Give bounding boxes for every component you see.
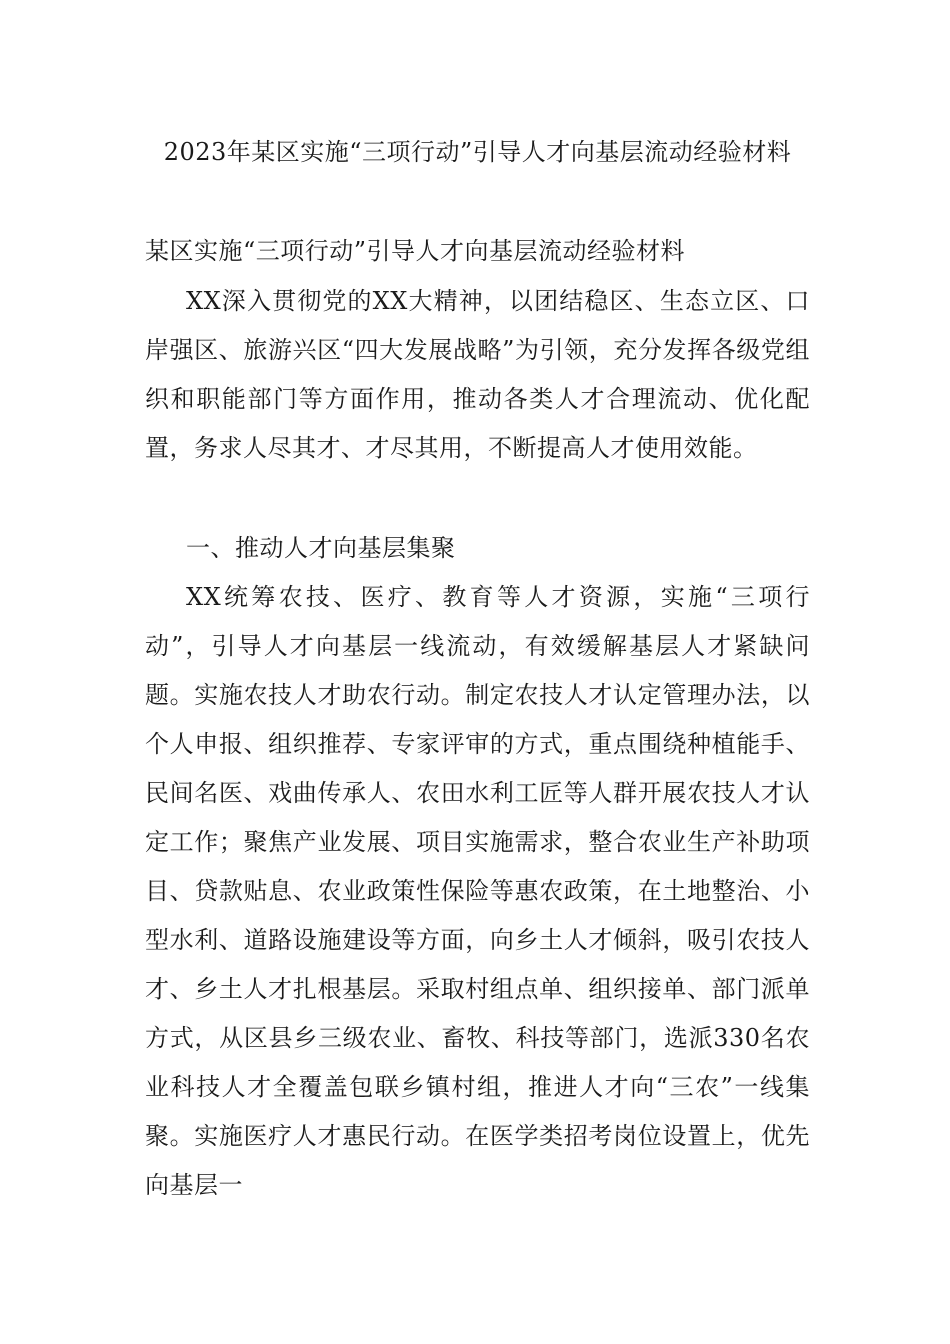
intro-paragraph: XX深入贯彻党的XX大精神，以团结稳区、生态立区、口岸强区、旅游兴区“四大发展战略”为引领，充分发挥各级党组织和职能部门等方面作用，推动各类人才合理流动、优化配置，务求人尽其才、才尽其用，不断提高人才使用效能。: [145, 287, 810, 462]
document-title: 2023年某区实施“三项行动”引导人才向基层流动经验材料: [163, 138, 792, 166]
body-paragraph: XX统筹农技、医疗、教育等人才资源，实施“三项行动”，引导人才向基层一线流动，有效缓解基层人才紧缺问题。实施农技人才助农行动。制定农技人才认定管理办法，以个人申报、组织推荐、专家评审的方式，重点围绕种植能手、民间名医、戏曲传承人、农田水利工匠等人群开展农技人才认定工作；聚焦产业发展、项目实施需求，整合农业生产补助项目、贷款贴息、农业政策性保险等惠农政策，在土地整治、小型水利、道路设施建设等方面，向乡土人才倾斜，吸引农技人才、乡土人才扎根基层。采取村组点单、组织接单、部门派单方式，从区县乡三级农业、畜牧、科技等部门，选派330名农业科技人才全覆盖包联乡镇村组，推进人才向“三农”一线集聚。实施医疗人才惠民行动。在医学类招考岗位设置上，优先向基层一: [145, 583, 810, 1199]
section-heading: 一、推动人才向基层集聚: [186, 534, 456, 562]
document-subtitle: 某区实施“三项行动”引导人才向基层流动经验材料: [145, 237, 686, 265]
